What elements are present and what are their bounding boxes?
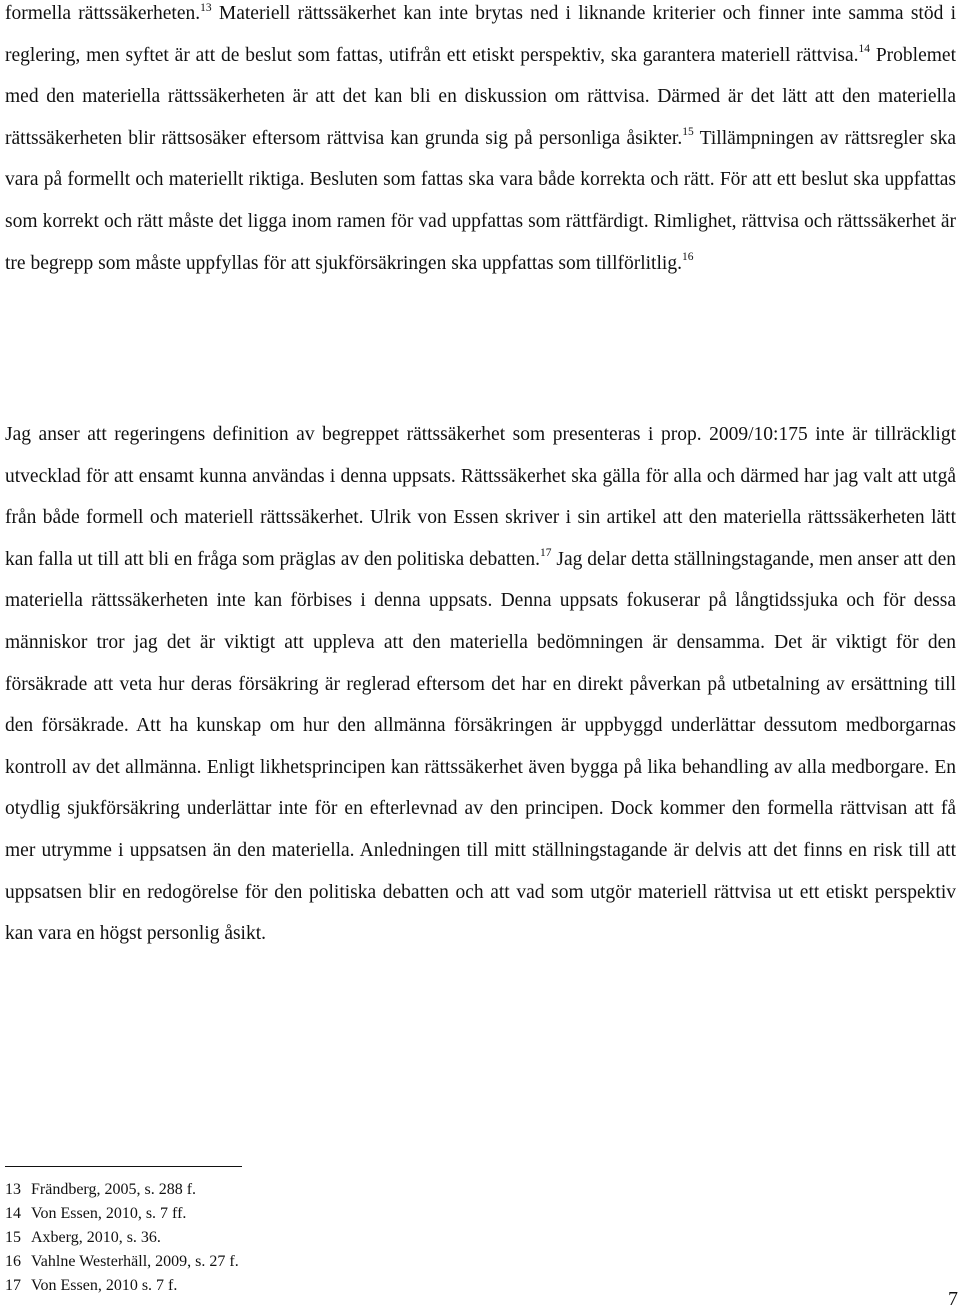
paragraph-text: Tillämpningen av rättsregler ska vara på formellt och materiellt riktiga. Besluten som fattas ska vara både korrekta och rätt. För att ett beslut ska uppfattas som korrekt och rätt måste det ligga inom ramen för vad uppfattas som rättfärdigt. Rimlighet, rättvisa och rättssäkerhet är tre begrepp som måste uppfyllas för att sjukförsäkringen ska uppfattas som tillförlitlig. [5, 127, 956, 274]
footnote-number: 16 [5, 1253, 21, 1270]
body-paragraph-2 [5, 414, 956, 955]
footnote-item [5, 1178, 239, 1202]
footnote-reference-15: 15 [682, 126, 694, 139]
footnote-number: 15 [5, 1229, 21, 1246]
footnote-number: 17 [5, 1277, 21, 1294]
footnote-item [5, 1274, 239, 1298]
footnote-number: 14 [5, 1205, 21, 1222]
footnote-item [5, 1226, 239, 1250]
footnote-text: Axberg, 2010, s. 36. [31, 1229, 161, 1246]
footnote-item [5, 1202, 239, 1226]
paragraph-text: formella rättssäkerheten. [5, 3, 201, 24]
page-number: 7 [948, 1288, 958, 1310]
footnote-text: Vahlne Westerhäll, 2009, s. 27 f. [31, 1253, 239, 1270]
footnote-reference-17: 17 [540, 547, 552, 560]
body-paragraph-1 [5, 0, 956, 284]
footnote-reference-13: 13 [200, 1, 212, 14]
footnote-item [5, 1250, 239, 1274]
footnote-text: Frändberg, 2005, s. 288 f. [31, 1181, 197, 1198]
footnote-reference-16: 16 [681, 251, 694, 264]
paragraph-text: Materiell rättssäkerhet kan inte brytas ned i liknande kriterier och finner inte samma stöd i reglering, men syftet är att de beslut som fattas, utifrån ett etiskt perspektiv, ska garantera materiell rättvisa. [5, 3, 956, 66]
footnote-text: Von Essen, 2010 s. 7 f. [31, 1277, 178, 1294]
footnote-number: 13 [5, 1181, 21, 1198]
footnote-reference-14: 14 [858, 43, 870, 56]
footnotes-list [5, 1178, 239, 1298]
paragraph-text: Problemet med den materiella rättssäkerheten är att det kan bli en diskussion om rättvisa. Därmed är det lätt att den materiella rättssäkerheten blir rättsosäker eftersom rättvisa kan grunda sig på personliga åsikter. [5, 44, 956, 149]
footnote-text: Von Essen, 2010, s. 7 ff. [31, 1205, 187, 1222]
paragraph-text: Jag delar detta ställningstagande, men anser att den materiella rättssäkerheten inte kan förbises i denna uppsats. Denna uppsats fokuserar på långtidssjuka och för dessa människor tror jag det är viktigt att uppleva att den materiella bedömningen är densamma. Det är viktigt för den försäkrade att veta hur deras försäkring är reglerad eftersom det har en direkt påverkan på utbetalning av ersättning till den försäkrade. Att ha kunskap om hur den allmänna försäkringen är uppbyggd underlättar dessutom medborgarnas kontroll av det allmänna. Enligt likhetsprincipen kan rättssäkerhet även bygga på lika behandling av alla medborgare. En otydlig sjukförsäkring underlättar inte för en efterlevnad av den principen. Dock kommer den formella rättvisan att få mer utrymme i uppsatsen än den materiella. Anledningen till mitt ställningstagande är delvis att det finns en risk till att uppsatsen blir en redogörelse för den politiska debatten och att vad som utgör materiell rättvisa ut ett etiskt perspektiv kan vara en högst personlig åsikt. [5, 548, 956, 945]
footnote-separator [5, 1166, 242, 1167]
paragraph-text: Jag anser att regeringens definition av begreppet rättssäkerhet som presenteras i prop. 2009/10:175 inte är tillräckligt utvecklad för att ensamt kunna användas i denna uppsats. Rättssäkerhet ska gälla för alla och därmed har jag valt att utgå från både formell och materiell rättssäkerhet. Ulrik von Essen skriver i sin artikel att den materiella rättssäkerheten lätt kan falla ut till att bli en fråga som präglas av den politiska debatten. [5, 424, 956, 570]
